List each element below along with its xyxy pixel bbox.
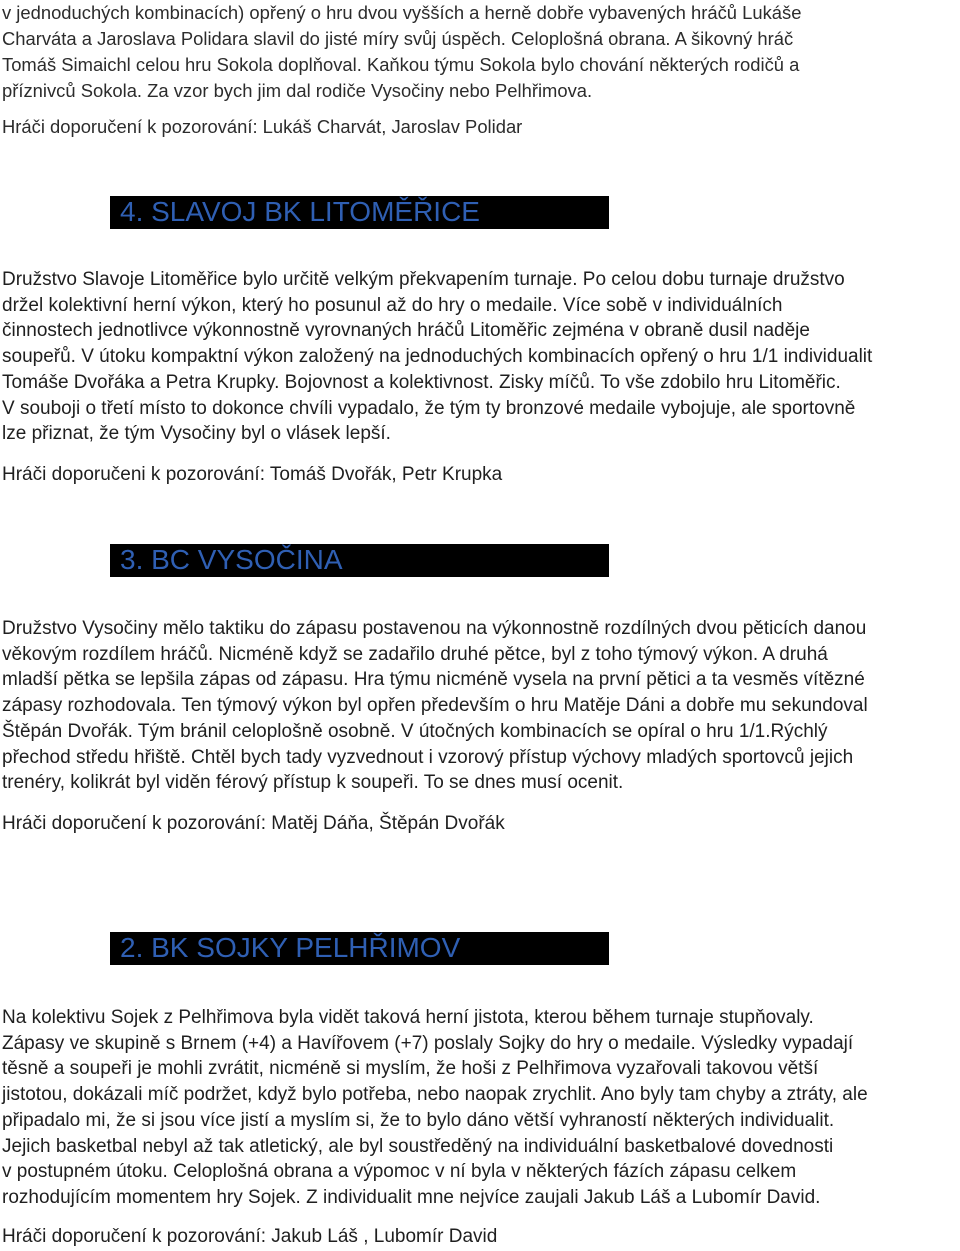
paragraph-line: V souboji o třetí místo to dokonce chvíli vypadalo, že tým ty bronzové medaile vybojuje, ale sportovně [2, 397, 856, 419]
paragraph-line: Zápasy ve skupině s Brnem (+4) a Havířovem (+7) poslaly Sojky do hry o medaile. Výsledky vypadají [2, 1032, 854, 1054]
section-heading-banner [110, 932, 609, 965]
paragraph-line: činnostech jednotlivce výkonnostně vyrovnaných hráčů Litoměřic zejména v obraně dusil naděje [2, 320, 810, 342]
paragraph-line: věkovým rozdílem hráčů. Nicméně když se zadařilo druhé pětce, byl z toho týmový výkon. A druhá [2, 643, 828, 665]
section-heading-banner [110, 544, 609, 577]
intro-paragraph [2, 0, 958, 104]
section-heading: 3. BC VYSOČINA [120, 544, 343, 575]
paragraph-line: mladší pětka se lepšila zápas od zápasu. Hra týmu nicméně vysela na první pětici a ta vesměs vítězné [2, 669, 865, 691]
recommendation-text: Hráči doporučení k pozorování: Lukáš Charvát, Jaroslav Polidar [2, 116, 523, 137]
paragraph-line: Družstvo Slavoje Litoměřice bylo určitě velkým překvapením turnaje. Po celou dobu turnaje družstvo [2, 269, 845, 290]
paragraph-line: držel kolektivní herní výkon, který ho posunul až do hry o medaile. Více sobě v individuálních [2, 294, 783, 316]
paragraph-line: Štěpán Dvořák. Tým bránil celoplošně osobně. V útočných kombinacích se opíral o hru 1/1.Rýchlý [2, 720, 828, 742]
paragraph-line: připadalo mi, že si jsou více jistí a myslím si, že to bylo dáno větší vyhraností některých individualit. [2, 1109, 835, 1131]
paragraph-line: Charváta a Jaroslava Polidara slavil do jisté míry svůj úspěch. Celoplošná obrana. A šikovný hráč [2, 28, 794, 49]
paragraph-line: příznivců Sokola. Za vzor bych jim dal rodiče Vysočiny nebo Pelhřimova. [2, 80, 593, 101]
paragraph-line: Tomáše Dvořáka a Petra Krupky. Bojovnost a kolektivnost. Zisky míčů. To vše zdobilo hru Litoměřic. [2, 371, 841, 393]
paragraph-line: Jejich basketbal nebyl až tak atletický, ale byl soustředěný na individuální basketbalové dovednosti [2, 1135, 834, 1157]
recommendation-text: Hráči doporučení k pozorování: Jakub Láš , Lubomír David [2, 1226, 498, 1247]
section-paragraph [2, 267, 958, 447]
paragraph-line: Tomáš Simaichl celou hru Sokola doplňoval. Kaňkou týmu Sokola bylo chování některých rodičů a [2, 54, 800, 75]
paragraph-line: soupeřů. V útoku kompaktní výkon založený na jednoduchých kombinacích opřený o hru 1/1 individualit [2, 346, 873, 368]
paragraph-line: Družstvo Vysočiny mělo taktiku do zápasu postavenou na výkonnostně rozdílných dvou pěticích danou [2, 618, 867, 639]
section-heading-banner [110, 196, 609, 229]
paragraph-line: zápasy rozhodovala. Ten týmový výkon byl opřen především o hru Matěje Dáni a dobře mu sekundoval [2, 695, 868, 717]
section-heading: 2. BK SOJKY PELHŘIMOV [120, 932, 461, 963]
paragraph-line: těsně a soupeři je mohli zvrátit, nicméně si myslím, že hoši z Pelhřimova vyzařovali takovou větší [2, 1058, 819, 1080]
section-heading: 4. SLAVOJ BK LITOMĚŘICE [120, 196, 480, 227]
recommendation-text: Hráči doporučení k pozorování: Matěj Dáňa, Štěpán Dvořák [2, 813, 505, 834]
section-paragraph [2, 1005, 958, 1211]
paragraph-line: jistotou, dokázali míč podržet, když bylo potřeba, nebo naopak zrychlit. Ano byly tam chyby a ztráty, ale [2, 1084, 868, 1106]
recommendation-text: Hráči doporučeni k pozorování: Tomáš Dvořák, Petr Krupka [2, 464, 503, 485]
paragraph-line: v jednoduchých kombinacích) opřený o hru dvou vyšších a herně dobře vybavených hráčů Lukáše [2, 2, 802, 23]
paragraph-line: trenéry, kolikrát byl viděn férový přístup k soupeři. To se dnes musí ocenit. [2, 772, 624, 794]
paragraph-line: v postupném útoku. Celoplošná obrana a výpomoc v ní byla v některých fázích zápasu celkem [2, 1161, 797, 1183]
paragraph-line: přechod středu hřiště. Chtěl bych tady vyzvednout i vzorový přístup výchovy mladých sportovců jejich [2, 746, 854, 768]
paragraph-line: lze přiznat, že tým Vysočiny byl o vlásek lepší. [2, 423, 391, 445]
paragraph-line: rozhodujícím momentem hry Sojek. Z individualit mne nejvíce zaujali Jakub Láš a Lubomír David. [2, 1186, 821, 1208]
paragraph-line: Na kolektivu Sojek z Pelhřimova byla vidět taková herní jistota, kterou během turnaje stupňovaly. [2, 1007, 814, 1028]
section-paragraph [2, 616, 958, 796]
